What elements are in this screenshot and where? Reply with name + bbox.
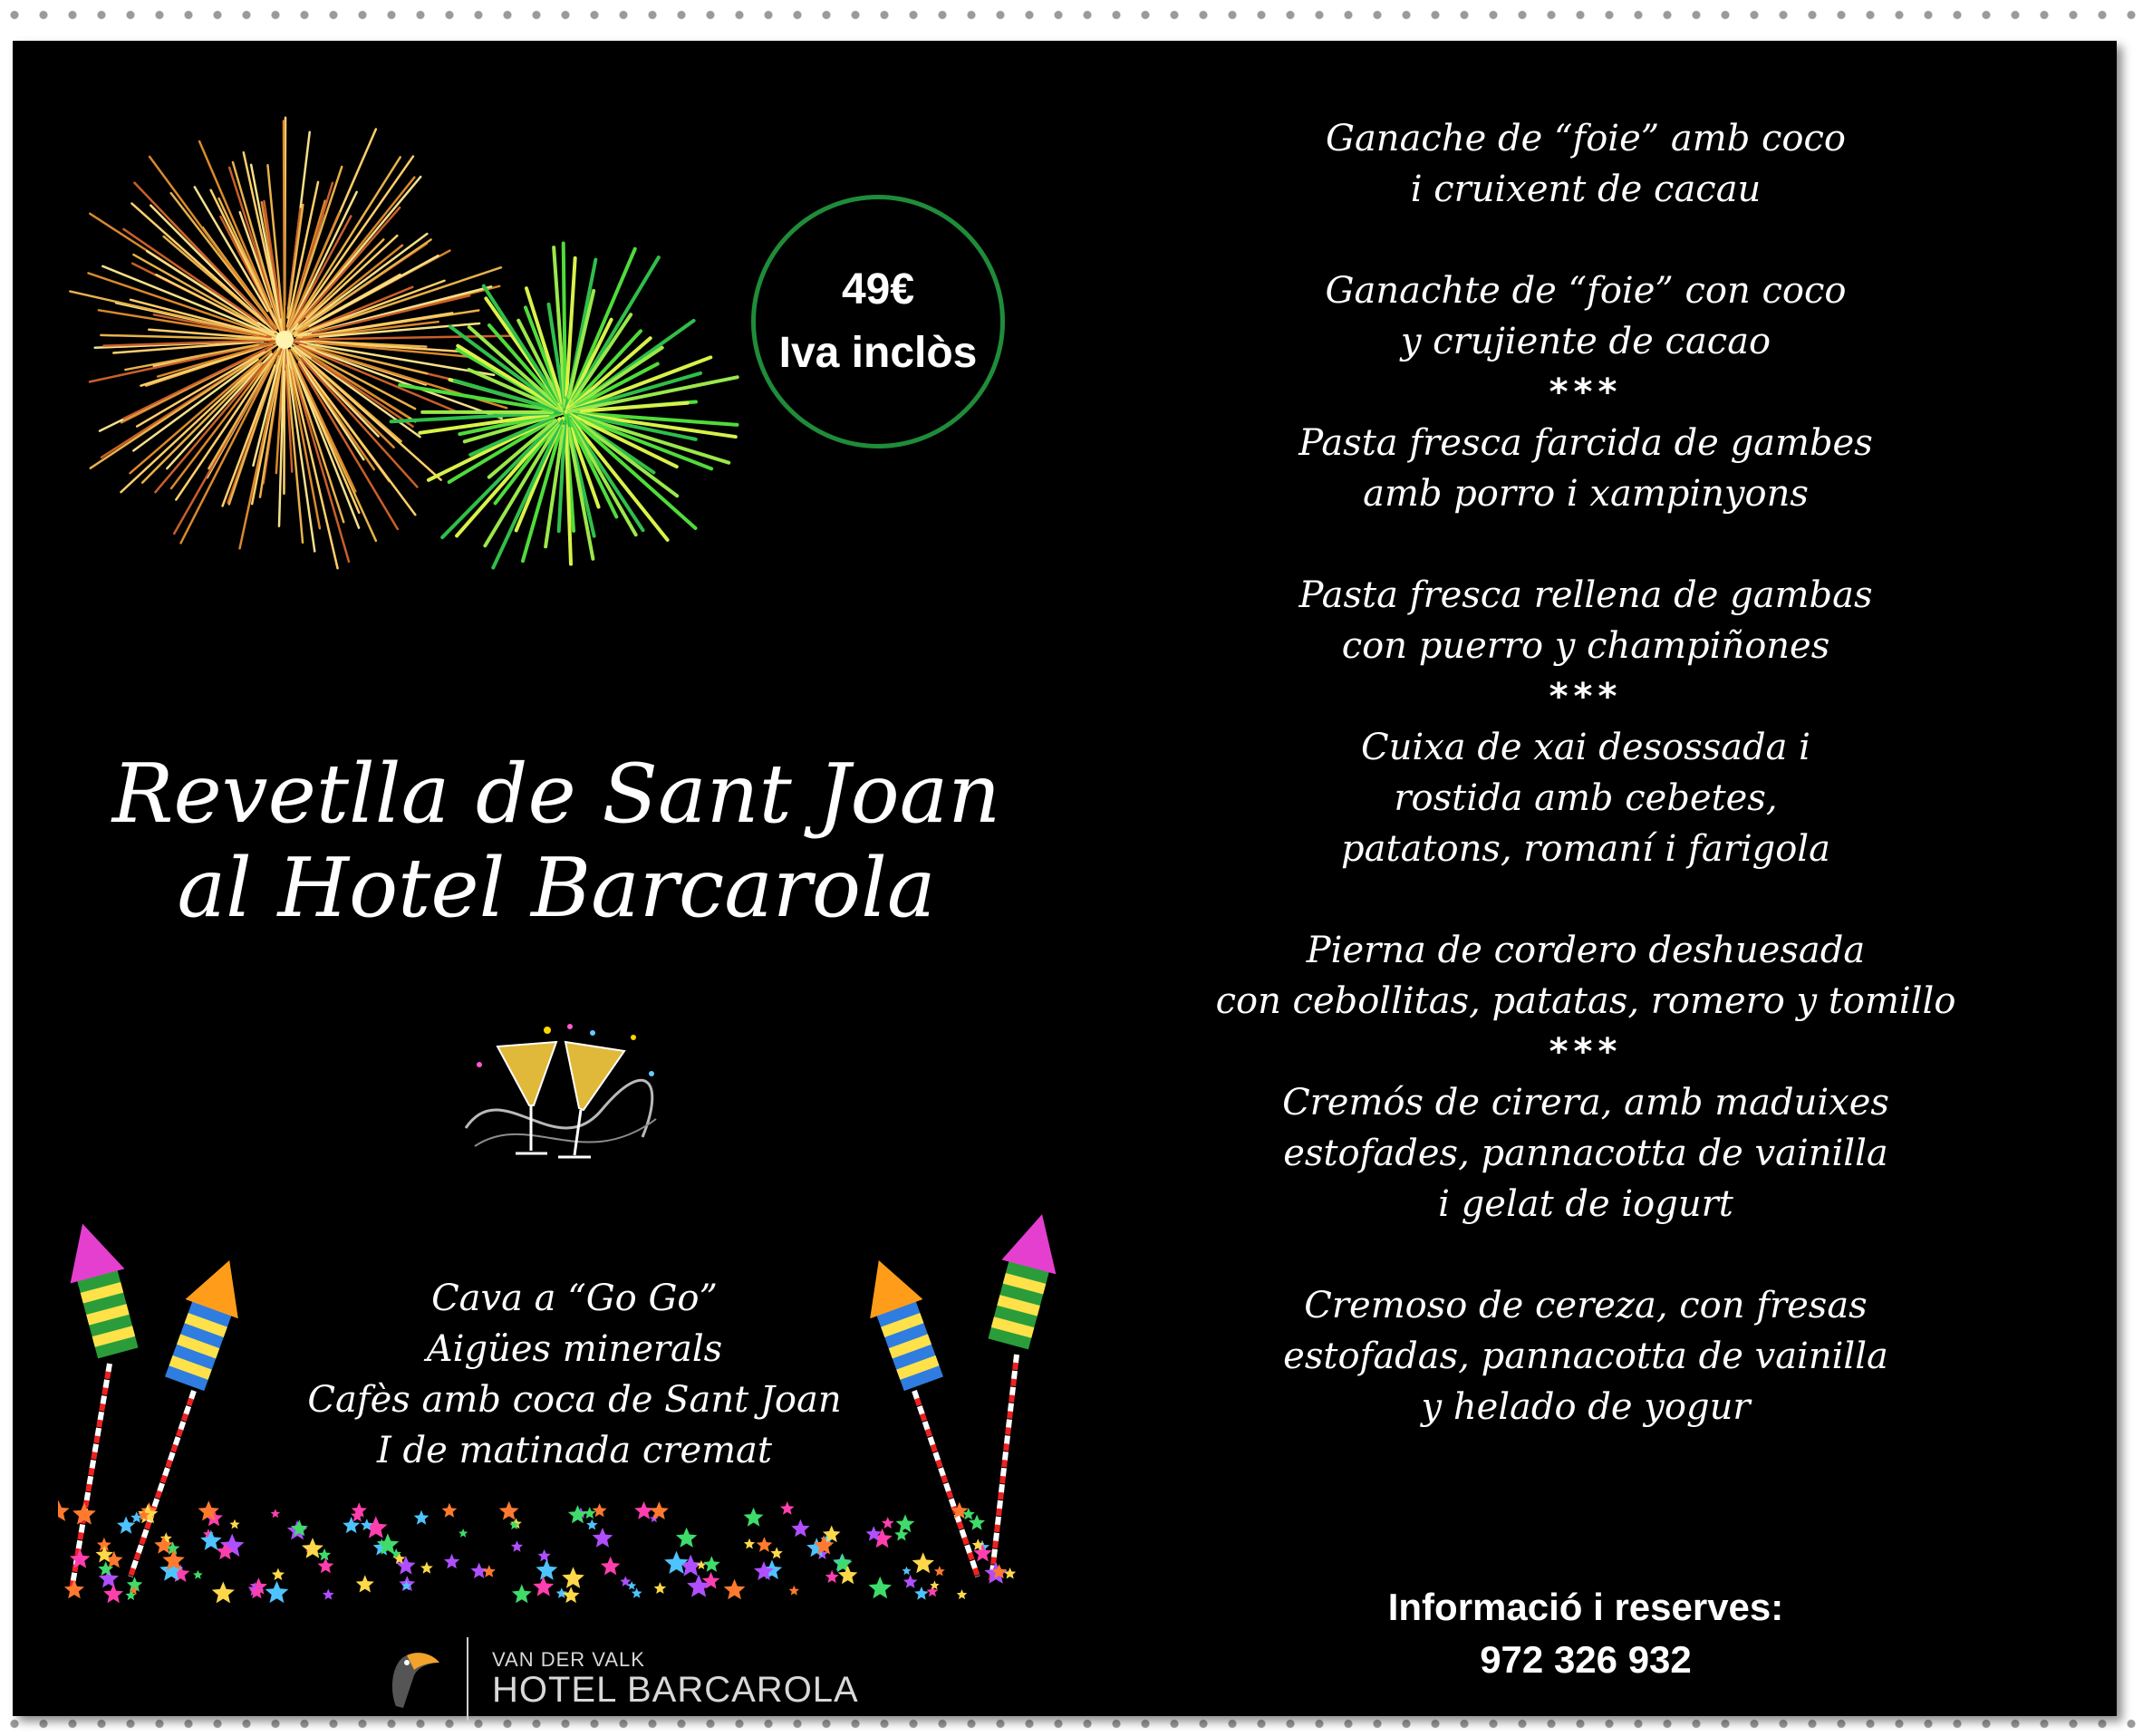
menu-line: Cremós de cirera, amb maduixes (1282, 1082, 1889, 1124)
menu-line: y crujiente de cacao (1400, 321, 1771, 362)
left-panel (13, 41, 1055, 1716)
price-badge (751, 195, 1005, 448)
menu-line: con cebollitas, patatas, romero y tomillo (1215, 980, 1956, 1022)
menu-line: Cremoso de cereza, con fresas (1304, 1285, 1868, 1326)
menu-line: amb porro i xampinyons (1363, 473, 1809, 515)
contact-phone: 972 326 932 (1480, 1638, 1692, 1681)
price-amount: 49€ (841, 265, 915, 314)
scallop-border-top (0, 0, 2143, 27)
drink-item: Aigües minerals (426, 1328, 723, 1370)
menu-line: patatons, romaní i farigola (1341, 828, 1830, 870)
contact-info (1055, 1581, 2117, 1686)
title-line-2: al Hotel Barcarola (177, 841, 936, 937)
menu-line: i gelat de iogurt (1438, 1183, 1733, 1225)
contact-label: Informació i reserves: (1387, 1586, 1784, 1628)
menu-line: i cruixent de cacau (1410, 169, 1762, 210)
flyer (13, 41, 2117, 1716)
price-note: Iva inclòs (778, 329, 978, 377)
title-line-1: Revetlla de Sant Joan (111, 747, 1001, 842)
menu-line: estofades, pannacotta de vainilla (1283, 1133, 1888, 1174)
menu-line: con puerro y champiñones (1341, 625, 1830, 667)
menu-panel (1055, 41, 2117, 1716)
menu-line: Ganache de “foie” amb coco (1326, 118, 1846, 159)
champagne-toast-icon (448, 1019, 674, 1191)
event-title (58, 747, 1055, 937)
menu-line: Pierna de cordero deshuesada (1306, 930, 1866, 971)
toucan-logo-icon (380, 1643, 443, 1715)
logo-divider (467, 1637, 468, 1721)
menu-line: Pasta fresca rellena de gambas (1298, 574, 1873, 616)
hotel-logo (380, 1635, 859, 1722)
menu-list (1055, 113, 2117, 1432)
green-firework-icon (375, 222, 756, 603)
drink-item: Cava a “Go Go” (431, 1278, 718, 1319)
brand-big: HOTEL BARCAROLA (492, 1669, 859, 1710)
menu-line: y helado de yogur (1421, 1386, 1751, 1428)
confetti-stars-icon (58, 1490, 1028, 1608)
course-separator: *** (1549, 1031, 1623, 1073)
logo-text (492, 1647, 859, 1710)
menu-line: estofadas, pannacotta de vainilla (1283, 1336, 1888, 1377)
drink-item: Cafès amb coca de Sant Joan (307, 1379, 842, 1421)
drinks-list (275, 1273, 874, 1476)
drink-item: I de matinada cremat (377, 1430, 772, 1471)
menu-line: Ganachte de “foie” con coco (1325, 270, 1847, 312)
course-separator: *** (1549, 676, 1623, 718)
menu-line: Pasta fresca farcida de gambes (1298, 422, 1873, 464)
brand-small: VAN DER VALK (492, 1647, 645, 1671)
course-separator: *** (1549, 371, 1623, 413)
menu-line: Cuixa de xai desossada i (1361, 727, 1810, 768)
menu-line: rostida amb cebetes, (1394, 777, 1778, 819)
